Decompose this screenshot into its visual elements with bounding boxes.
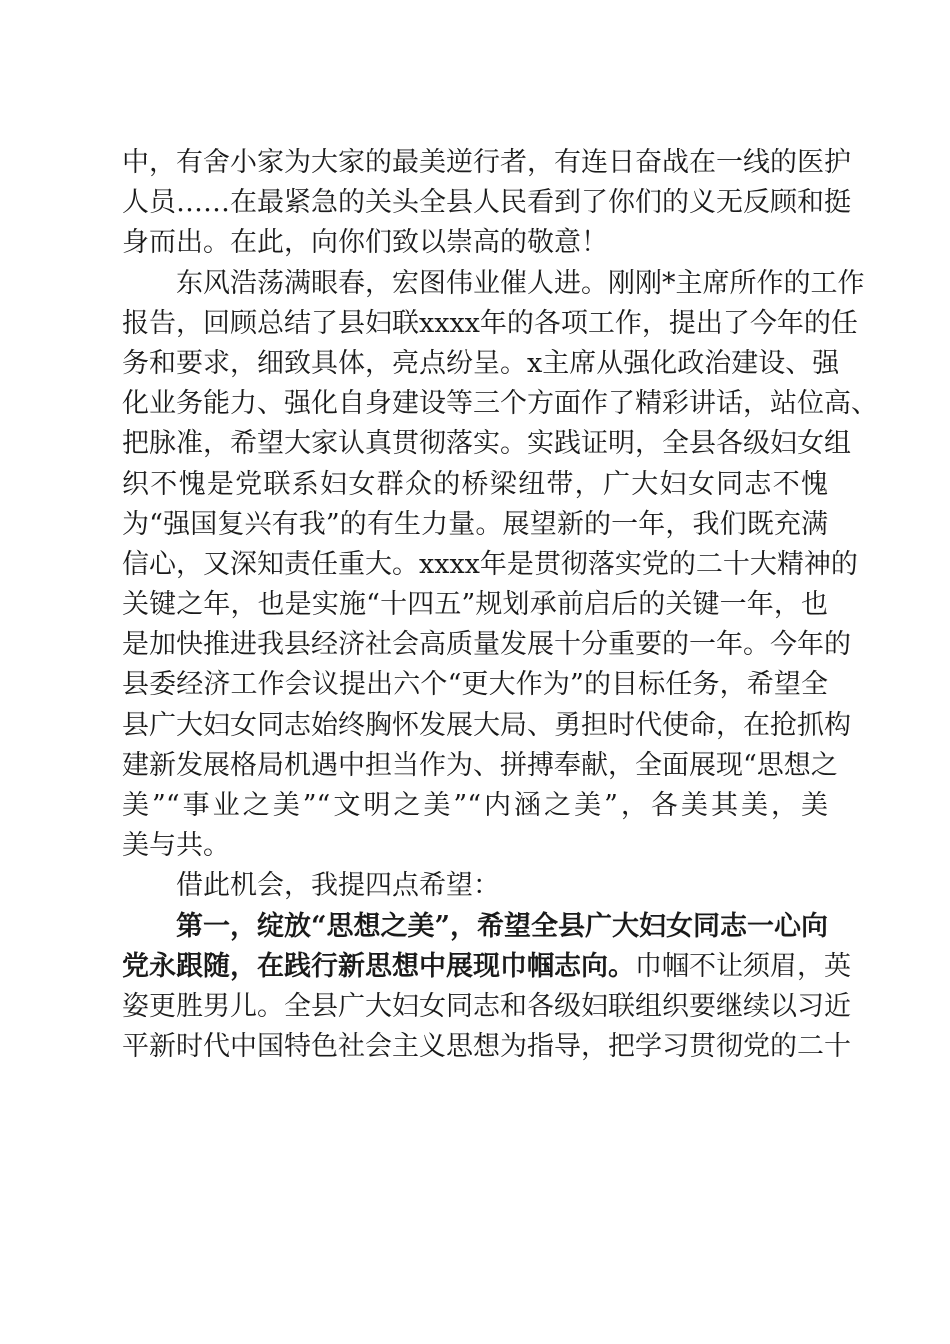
text-line: 美与共。	[122, 830, 230, 862]
heading-line-end: 党永跟随，在践行新思想中展现巾帼志向。	[122, 950, 635, 982]
text-line: 化业务能力、强化自身建设等三个方面作了精彩讲话，站位高、	[122, 388, 878, 420]
document-page	[122, 146, 878, 1070]
mixed-line	[122, 950, 851, 990]
text-line: 报告，回顾总结了县妇联xxxx年的各项工作，提出了今年的任	[122, 307, 858, 339]
text-line: 建新发展格局机遇中担当作为、拼搏奉献，全面展现“思想之	[122, 749, 838, 781]
text-line: 务和要求，细致具体，亮点纷呈。x主席从强化政治建设、强	[122, 347, 840, 379]
paragraph-start-line: 东风浩荡满眼春，宏图伟业催人进。刚刚*主席所作的工作	[176, 267, 865, 299]
heading-line: 第一，绽放“思想之美”，希望全县广大妇女同志一心向	[176, 910, 829, 942]
text-line: 把脉准，希望大家认真贯彻落实。实践证明，全县各级妇女组	[122, 428, 851, 460]
text-line: 织不愧是党联系妇女群众的桥梁纽带，广大妇女同志不愧	[122, 468, 828, 500]
text-line: 为“强国复兴有我”的有生力量。展望新的一年，我们既充满	[122, 508, 828, 540]
text-line: 人员……在最紧急的关头全县人民看到了你们的义无反顾和挺	[122, 187, 851, 219]
text-line: 美”“事业之美”“文明之美”“内涵之美”，各美其美，美	[122, 790, 828, 821]
text-line: 平新时代中国特色社会主义思想为指导，把学习贯彻党的二十	[122, 1031, 851, 1063]
paragraph-start-line: 借此机会，我提四点希望：	[176, 870, 500, 902]
text-line: 身而出。在此，向你们致以崇高的敬意！	[122, 227, 608, 259]
text-fragment: 巾帼不让须眉，英	[635, 950, 851, 982]
text-line: 信心，又深知责任重大。xxxx年是贯彻落实党的二十大精神的	[122, 548, 858, 580]
text-line: 中，有舍小家为大家的最美逆行者，有连日奋战在一线的医护	[122, 147, 851, 178]
text-line: 是加快推进我县经济社会高质量发展十分重要的一年。今年的	[122, 629, 851, 661]
text-line: 县委经济工作会议提出六个“更大作为”的目标任务，希望全	[122, 669, 828, 701]
text-line: 姿更胜男儿。全县广大妇女同志和各级妇联组织要继续以习近	[122, 990, 851, 1022]
text-line: 关键之年，也是实施“十四五”规划承前启后的关键一年，也	[122, 589, 828, 621]
text-line: 县广大妇女同志始终胸怀发展大局、勇担时代使命，在抢抓构	[122, 709, 851, 741]
